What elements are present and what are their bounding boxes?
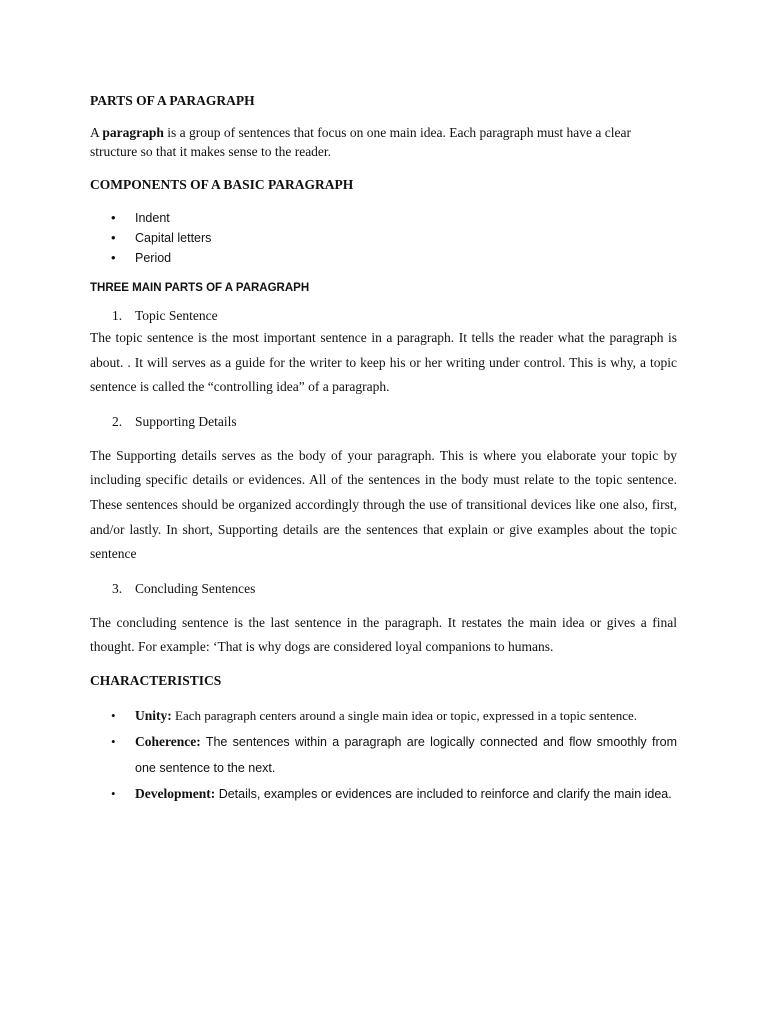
part-name: Topic Sentence	[135, 308, 218, 323]
part-number: 2.	[112, 413, 123, 429]
list-item	[90, 781, 677, 807]
part-number: 1.	[112, 308, 123, 323]
topic-sentence-paragraph: The topic sentence is the most important sentence in a paragraph. It tells the reader what the paragraph is about. . It will serves as a guide for the writer to keep his or her writing under control. This is why, a topic sentence is called the “controlling idea” of a paragraph.	[90, 330, 677, 395]
component-label: Period	[135, 251, 172, 265]
list-item	[90, 248, 677, 268]
intro-paragraph	[90, 123, 677, 161]
characteristics-heading: CHARACTERISTICS	[90, 672, 222, 688]
document-title: PARTS OF A PARAGRAPH	[90, 93, 255, 108]
list-item	[90, 228, 677, 248]
document-page	[90, 92, 677, 807]
component-label: Capital letters	[135, 231, 212, 245]
bullet-icon: •	[111, 210, 116, 225]
intro-article: A	[90, 125, 103, 140]
part-heading-topic-sentence	[90, 306, 677, 326]
characteristics-list	[90, 703, 677, 807]
list-item	[90, 729, 677, 781]
bullet-icon: •	[111, 230, 116, 245]
characteristic-text: Details, examples or evidences are included to reinforce and clarify the main idea.	[215, 786, 672, 801]
bullet-icon: •	[111, 733, 116, 749]
characteristic-label: Coherence:	[135, 733, 201, 749]
supporting-details-paragraph: The Supporting details serves as the body of your paragraph. This is where you elaborate your topic by including specific details or evidences. All of the sentences in the body must relate to the topic sentence. These sentences should be organized accordingly through the use of transitional devices like one also, first, and/or lastly. In short, Supporting details are the sentences that explain or give examples about the topic sentence	[90, 447, 677, 562]
three-parts-heading: THREE MAIN PARTS OF A PARAGRAPH	[90, 282, 310, 294]
list-item	[90, 703, 677, 729]
part-heading-supporting-details	[90, 412, 677, 432]
part-name: Supporting Details	[135, 413, 237, 429]
characteristic-text: The sentences within a paragraph are logically connected and flow smoothly from one sentence to the next.	[135, 734, 677, 775]
components-list	[90, 208, 677, 268]
components-heading: COMPONENTS OF A BASIC PARAGRAPH	[90, 177, 354, 192]
bullet-icon: •	[111, 785, 116, 801]
part-heading-concluding-sentences	[90, 579, 677, 599]
intro-term: paragraph	[102, 125, 164, 140]
bullet-icon: •	[111, 250, 116, 265]
characteristic-label: Unity:	[135, 707, 172, 723]
part-number: 3.	[112, 580, 123, 596]
characteristic-text: Each paragraph centers around a single main idea or topic, expressed in a topic sentence.	[171, 707, 638, 723]
characteristic-label: Development:	[135, 785, 216, 801]
part-name: Concluding Sentences	[135, 580, 256, 596]
list-item	[90, 208, 677, 228]
intro-rest: is a group of sentences that focus on one main idea. Each paragraph must have a clear structure so that it makes sense to the reader.	[90, 125, 631, 159]
component-label: Indent	[135, 211, 170, 225]
concluding-sentences-paragraph: The concluding sentence is the last sentence in the paragraph. It restates the main idea or gives a final thought. For example: ‘That is why dogs are considered loyal companions to humans.	[90, 614, 677, 655]
bullet-icon: •	[111, 707, 116, 723]
